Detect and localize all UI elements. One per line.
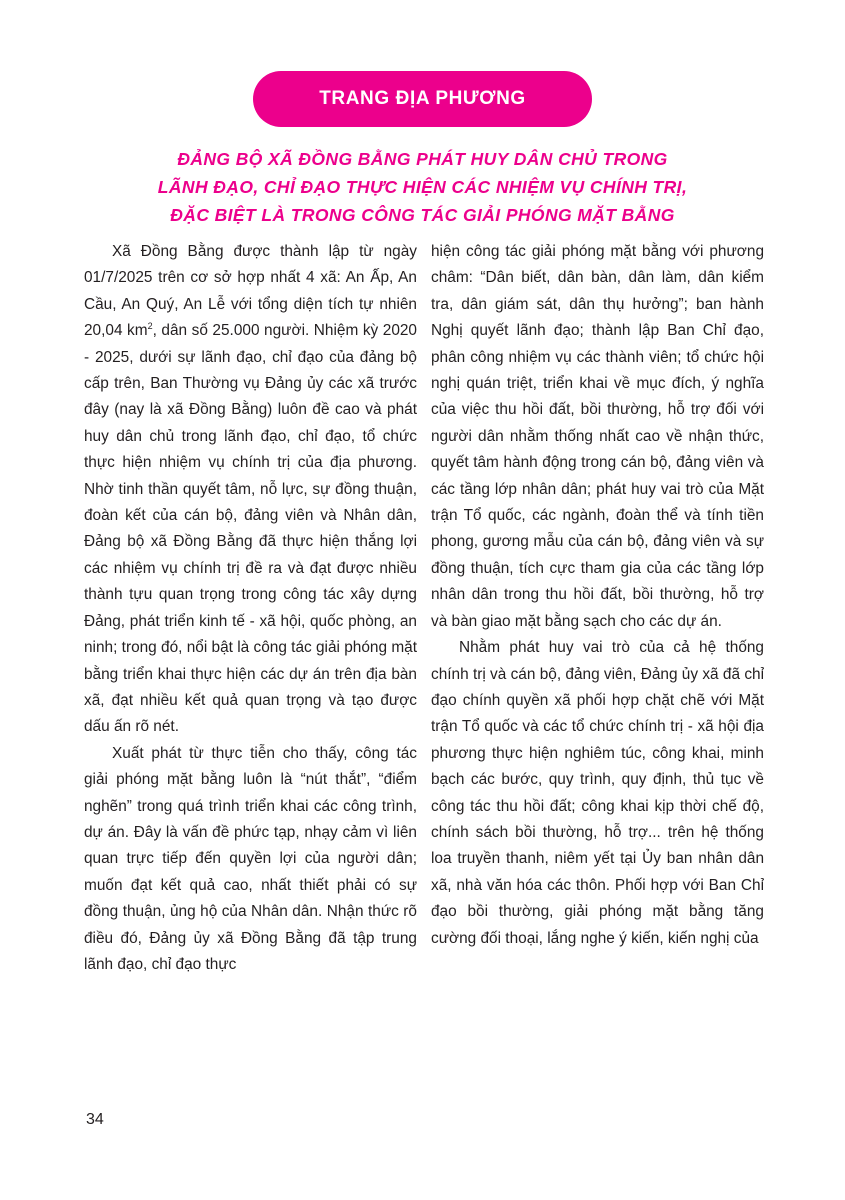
headline-line-1: ĐẢNG BỘ XÃ ĐỒNG BẰNG PHÁT HUY DÂN CHỦ TRONG bbox=[177, 149, 668, 169]
paragraph-2-continued: hiện công tác giải phóng mặt bằng với phương châm: “Dân biết, dân bàn, dân làm, dân kiểm tra, dân giám sát, dân thụ hưởng”; ban hành Nghị quyết lãnh đạo; thành lập Ban Chỉ đạo, phân công nhiệm vụ các thành viên; tổ chức hội nghị quán triệt, triển khai về mục đích, ý nghĩa của việc thu hồi đất, bồi thường, hỗ trợ đối với người dân nhằm thống nhất cao về nhận thức, quyết tâm hành động trong cán bộ, đảng viên và các tầng lớp nhân dân; phát huy vai trò của Mặt trận Tổ quốc, các ngành, đoàn thể và tính tiền phong, gương mẫu của cán bộ, đảng viên và sự đồng thuận, tích cực tham gia của các tầng lớp nhân dân trong thu hồi đất, bồi thường, hỗ trợ và bàn giao mặt bằng sạch cho các dự án. bbox=[431, 243, 764, 630]
article-headline bbox=[80, 145, 765, 229]
headline-line-3: ĐẶC BIỆT LÀ TRONG CÔNG TÁC GIẢI PHÓNG MẶT BẰNG bbox=[170, 205, 675, 225]
page-number: 34 bbox=[86, 1111, 104, 1128]
paragraph-1-text-a: Xã Đồng Bằng được thành lập từ ngày 01/7/2025 trên cơ sở hợp nhất 4 xã: An Ấp, An Cầu, An Quý, An Lễ với tổng diện tích tự nhiên 20,04 km bbox=[84, 243, 417, 340]
body-column-left bbox=[84, 239, 417, 978]
paragraph-1 bbox=[84, 239, 417, 741]
paragraph-3: Nhằm phát huy vai trò của cả hệ thống chính trị và cán bộ, đảng viên, Đảng ủy xã đã chỉ đạo chính quyền xã phối hợp chặt chẽ với Mặt trận Tổ quốc và các tổ chức chính trị - xã hội địa phương thực hiện nghiêm túc, công khai, minh bạch các bước, quy trình, quy định, thủ tục về công tác thu hồi đất; công khai kịp thời chế độ, chính sách bồi thường, hỗ trợ... trên hệ thống loa truyền thanh, niêm yết tại Ủy ban nhân dân xã, nhà văn hóa các thôn. Phối hợp với Ban Chỉ đạo bồi thường, giải phóng mặt bằng tăng cường đối thoại, lắng nghe ý kiến, kiến nghị của bbox=[431, 639, 764, 947]
headline-line-2: LÃNH ĐẠO, CHỈ ĐẠO THỰC HIỆN CÁC NHIỆM VỤ CHÍNH TRỊ, bbox=[157, 177, 688, 197]
paragraph-1-text-b: , dân số 25.000 người. Nhiệm kỳ 2020 - 2025, dưới sự lãnh đạo, chỉ đạo của đảng bộ cấp trên, Ban Thường vụ Đảng ủy các xã trước đây (nay là xã Đồng Bằng) luôn đề cao và phát huy dân chủ trong lãnh đạo, chỉ đạo, tổ chức thực hiện nhiệm vụ chính trị của địa phương. Nhờ tinh thần quyết tâm, nỗ lực, sự đồng thuận, đoàn kết của cán bộ, đảng viên và Nhân dân, Đảng bộ xã Đồng Bằng đã thực hiện thắng lợi các nhiệm vụ chính trị đề ra và đạt được nhiều thành tựu quan trọng trong công tác xây dựng Đảng, phát triển kinh tế - xã hội, quốc phòng, an ninh; trong đó, nổi bật là công tác giải phóng mặt bằng triển khai thực hiện các dự án trên địa bàn xã, đạt nhiều kết quả quan trọng và tạo được dấu ấn rõ nét. bbox=[84, 322, 417, 736]
section-banner: TRANG ĐỊA PHƯƠNG bbox=[253, 71, 592, 127]
superscript-2: 2 bbox=[147, 321, 153, 332]
paragraph-2: Xuất phát từ thực tiễn cho thấy, công tác giải phóng mặt bằng luôn là “nút thắt”, “điểm nghẽn” trong quá trình triển khai các công trình, dự án. Đây là vấn đề phức tạp, nhạy cảm vì liên quan trực tiếp đến quyền lợi của người dân; muốn đạt kết quả cao, nhất thiết phải có sự đồng thuận, ủng hộ của Nhân dân. Nhận thức rõ điều đó, Đảng ủy xã Đồng Bằng đã tập trung lãnh đạo, chỉ đạo thực bbox=[84, 744, 417, 973]
body-column-right bbox=[431, 239, 764, 952]
